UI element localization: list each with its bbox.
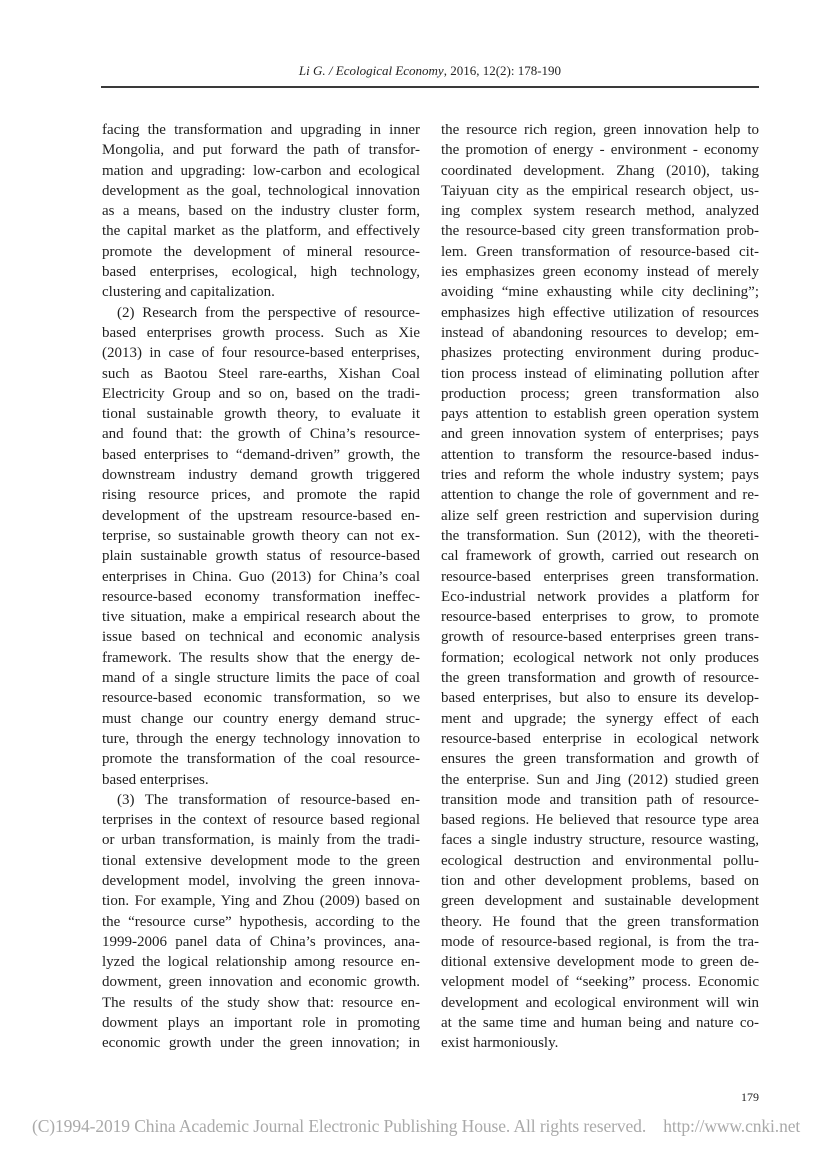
text-line: dowment, green innovation and economic growth. <box>102 974 420 991</box>
text-line: (2) Research from the perspective of resource- <box>117 304 420 321</box>
text-line: ditional extensive development mode to green de- <box>441 954 759 971</box>
text-line: (2013) in case of four resource-based enterprises, <box>102 345 420 362</box>
text-line: such as Baotou Steel rare-earths, Xishan Coal <box>102 365 420 382</box>
text-line: must change our country energy demand struc- <box>102 710 420 727</box>
text-line: lyzed the logical relationship among resource en- <box>102 954 420 971</box>
text-line: development and ecological environment will win <box>441 994 759 1011</box>
text-line: issue based on technical and economic analysis <box>102 629 420 646</box>
text-line: green development and sustainable development <box>441 893 759 910</box>
text-line: plain sustainable growth status of resource-based <box>102 548 420 565</box>
text-line: Eco-industrial network provides a platform for <box>441 588 759 605</box>
text-line: resource-based enterprise in ecological network <box>441 730 759 747</box>
text-line: rising resource prices, and promote the rapid <box>102 487 420 504</box>
text-line: ing complex system research method, analyzed <box>441 203 759 220</box>
text-line: production process; green transformation also <box>441 385 759 402</box>
text-line: development as the goal, technological innovation <box>102 182 420 199</box>
text-line: based enterprises, ecological, high technology, <box>102 264 420 281</box>
text-line: tries and reform the whole industry system; pays <box>441 467 759 484</box>
running-head-citation: , 2016, 12(2): 178-190 <box>443 63 562 78</box>
text-line: the transformation. Sun (2012), with the theoreti- <box>441 527 759 544</box>
text-line: resource-based economy transformation ineffec- <box>102 588 420 605</box>
text-line: based enterprises growth process. Such as Xie <box>102 324 420 341</box>
text-line: exist harmoniously. <box>441 1035 559 1052</box>
text-line: resource-based enterprises green transformation. <box>441 568 759 585</box>
text-line: clustering and capitalization. <box>102 284 275 301</box>
text-line: the capital market as the platform, and effectively <box>102 223 420 240</box>
text-line: instead of abandoning resources to develop; em- <box>441 324 759 341</box>
text-line: lem. Green transformation of resource-based cit- <box>441 243 759 260</box>
text-line: phasizes protecting environment during produc- <box>441 345 759 362</box>
text-line: dowment plays an important role in promoting <box>102 1015 420 1032</box>
text-line: facing the transformation and upgrading in inner <box>102 122 420 138</box>
text-line: development model, involving the green innova- <box>102 872 420 889</box>
text-line: enterprises in China. Guo (2013) for China’s coal <box>102 568 420 585</box>
text-line: velopment model of “seeking” process. Economic <box>441 974 759 991</box>
text-line: tive situation, make a empirical research about the <box>102 609 420 626</box>
text-line: the “resource curse” hypothesis, according to the <box>102 913 420 930</box>
text-line: Taiyuan city as the empirical research object, us- <box>441 182 759 199</box>
text-line: tion process instead of eliminating pollution after <box>441 365 759 382</box>
text-line: alize self green restriction and supervision during <box>441 507 759 524</box>
footer-url[interactable]: http://www.cnki.net <box>663 1116 801 1136</box>
text-line: promote the development of mineral resource- <box>102 243 420 260</box>
text-line: ture, through the energy technology innovation to <box>102 730 420 747</box>
text-line: economic growth under the green innovation; in <box>102 1035 420 1052</box>
text-line: pays attention to establish green operation system <box>441 406 759 423</box>
right-column <box>441 120 759 1054</box>
text-line: the resource rich region, green innovation help to <box>441 122 759 138</box>
text-line: tional extensive development mode to the green <box>102 852 420 869</box>
text-line: the resource-based city green transformation prob- <box>441 223 759 240</box>
text-line: coordinated development. Zhang (2010), taking <box>441 162 759 179</box>
text-line: resource-based economic transformation, so we <box>102 690 420 707</box>
text-line: and green innovation system of enterprises; pays <box>441 426 759 443</box>
running-head-journal: Ecological Economy <box>335 63 444 78</box>
text-line: ment and upgrade; the synergy effect of each <box>441 710 759 727</box>
text-line: cal framework of growth, carried out research on <box>441 548 759 565</box>
text-line: downstream industry demand growth triggered <box>102 467 420 484</box>
text-line: and found that: the growth of China’s resource- <box>102 426 420 443</box>
text-line: based enterprises. <box>102 771 209 788</box>
text-line: terprises in the context of resource based regional <box>102 812 420 829</box>
page-number: 179 <box>741 1090 759 1104</box>
text-line: tion. For example, Ying and Zhou (2009) based on <box>102 893 420 910</box>
text-line: attention to change the role of government and re- <box>441 487 759 504</box>
text-line: framework. The results show that the energy de- <box>102 649 420 666</box>
text-line: at the same time and human being and nature co- <box>441 1015 759 1032</box>
text-line: as a means, based on the industry cluster form, <box>102 203 420 220</box>
text-line: based enterprises to “demand-driven” growth, the <box>102 446 420 463</box>
text-line: emphasizes high effective utilization of resources <box>441 304 759 321</box>
text-line: mand of a single structure limits the pace of coal <box>102 670 420 687</box>
running-head <box>101 63 759 79</box>
left-column <box>102 120 420 1054</box>
text-line: theory. He found that the green transformation <box>441 913 759 930</box>
text-line: ensures the green transformation and growth of <box>441 751 759 768</box>
text-line: the enterprise. Sun and Jing (2012) studied green <box>441 771 759 788</box>
text-line: The results of the study show that: resource en- <box>102 994 420 1011</box>
text-line: tional sustainable growth theory, to evaluate it <box>102 406 420 423</box>
header-rule <box>101 86 759 88</box>
copyright-footer <box>32 1116 800 1137</box>
text-line: transition mode and transition path of resource- <box>441 791 759 808</box>
text-line: mode of resource-based regional, is from the tra- <box>441 933 759 950</box>
text-line: or urban transformation, is mainly from the tradi- <box>102 832 420 849</box>
text-line: based regions. He believed that resource type area <box>441 812 759 829</box>
text-line: formation; ecological network not only produces <box>441 649 759 666</box>
text-line: mation and upgrading: low-carbon and ecological <box>102 162 420 179</box>
text-line: resource-based enterprises to grow, to promote <box>441 609 759 626</box>
text-line: terprise, so sustainable growth theory can not ex- <box>102 527 420 544</box>
text-line: ecological destruction and environmental pollu- <box>441 852 759 869</box>
text-line: Mongolia, and put forward the path of transfor- <box>102 142 420 159</box>
text-line: Electricity Group and so on, based on the tradi- <box>102 385 420 402</box>
text-line: the promotion of energy - environment - economy <box>441 142 759 159</box>
running-head-author: Li G. / <box>298 63 333 78</box>
text-line: growth of resource-based enterprises green trans- <box>441 629 759 646</box>
text-line: development of the upstream resource-based en- <box>102 507 420 524</box>
text-line: faces a single industry structure, resource wasting, <box>441 832 759 849</box>
text-line: 1999-2006 panel data of China’s provinces, ana- <box>102 933 420 950</box>
footer-copyright: (C)1994-2019 China Academic Journal Electronic Publishing House. All rights reserved. <box>32 1116 647 1136</box>
text-line: attention to transform the resource-based indus- <box>441 446 759 463</box>
text-line: avoiding “mine exhausting while city declining”; <box>441 284 759 301</box>
text-line: based enterprises, but also to ensure its develop- <box>441 690 759 707</box>
text-line: promote the transformation of the coal resource- <box>102 751 420 768</box>
text-line: tion and other development problems, based on <box>441 872 759 889</box>
text-line: (3) The transformation of resource-based en- <box>117 791 420 808</box>
text-line: the green transformation and growth of resource- <box>441 670 759 687</box>
text-line: ies emphasizes green economy instead of merely <box>441 264 759 281</box>
